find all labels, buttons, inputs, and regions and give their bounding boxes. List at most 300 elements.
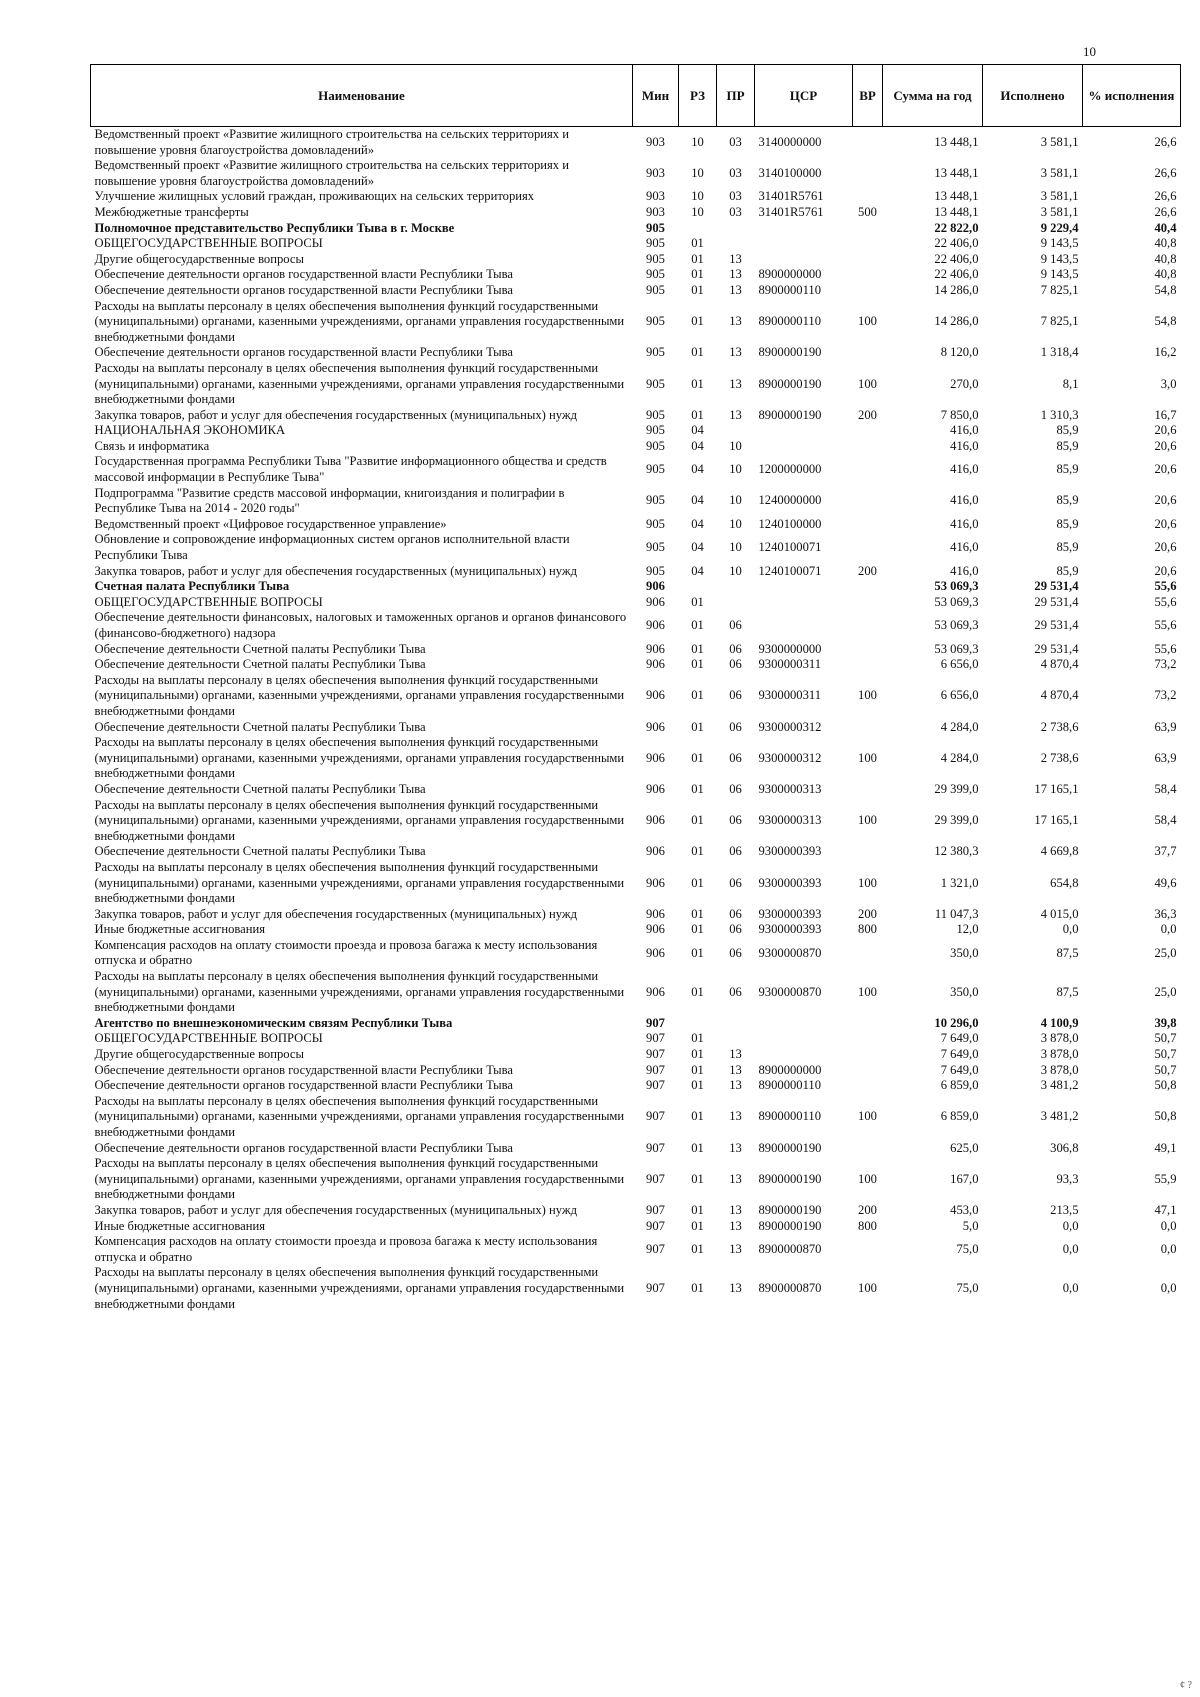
cell-pct: 0,0 [1160,1218,1177,1233]
cell-name: Обеспечение деятельности финансовых, налоговых и таможенных органов и органов финансового (финансово-бюджетного) надзора [94,610,627,640]
cell-csr: 8900000000 [758,1062,822,1077]
table-row [91,1031,1181,1047]
cell-pct: 20,6 [1154,493,1177,508]
cell-rz [679,221,717,237]
table-row [91,1156,1181,1203]
cell-pr: 06 [729,813,742,828]
cell-rz: 10 [691,189,704,204]
cell-vr [853,439,883,455]
table-row [91,969,1181,1016]
cell-rz: 04 [691,540,704,555]
cell-csr [755,1016,853,1032]
cell-csr [755,579,853,595]
cell-name: Обеспечение деятельности органов государственной власти Республики Тыва [94,345,513,360]
cell-pct: 63,9 [1154,750,1177,765]
header-rz: РЗ [679,65,717,127]
cell-csr: 9300000393 [758,906,822,921]
cell-name: Другие общегосударственные вопросы [94,1047,304,1062]
cell-sum: 453,0 [950,1202,979,1217]
cell-vr: 100 [858,1171,877,1186]
cell-done: 0,0 [1062,1218,1079,1233]
cell-min: 907 [646,1202,665,1217]
cell-name: Улучшение жилищных условий граждан, проживающих на сельских территориях [94,189,535,204]
cell-vr [853,1031,883,1047]
cell-done: 9 143,5 [1040,251,1079,266]
cell-csr: 8900000190 [758,1171,822,1186]
cell-min: 906 [646,984,665,999]
cell-pct: 0,0 [1160,922,1177,937]
cell-min: 906 [646,719,665,734]
cell-vr [853,1078,883,1094]
cell-pct: 20,6 [1154,540,1177,555]
cell-rz: 01 [691,1047,704,1062]
cell-csr: 8900000190 [758,1202,822,1217]
table-row [91,189,1181,205]
cell-pr: 13 [729,345,742,360]
cell-rz: 01 [691,267,704,282]
cell-csr: 1240100071 [758,540,822,555]
cell-done: 654,8 [1050,875,1079,890]
table-row [91,408,1181,424]
cell-pr: 03 [729,189,742,204]
cell-name: Обеспечение деятельности Счетной палаты Республики Тыва [94,657,426,672]
cell-name: Обеспечение деятельности Счетной палаты Республики Тыва [94,844,426,859]
header-done: Исполнено [983,65,1083,127]
cell-sum: 167,0 [950,1171,979,1186]
cell-sum: 12 380,3 [934,844,979,859]
cell-name: Расходы на выплаты персоналу в целях обеспечения выполнения функций государственными (муниципальными) органами, казенными учреждениями, органами управления государственными внебюджетными фондами [94,1093,625,1139]
cell-name: ОБЩЕГОСУДАРСТВЕННЫЕ ВОПРОСЫ [94,1031,323,1046]
cell-pct: 55,6 [1154,594,1177,609]
cell-pr: 13 [729,1047,742,1062]
cell-vr [853,236,883,252]
table-row [91,439,1181,455]
cell-rz: 01 [691,1241,704,1256]
cell-pr: 06 [729,641,742,656]
cell-rz: 01 [691,813,704,828]
cell-pct: 3,0 [1160,376,1177,391]
cell-rz: 01 [691,781,704,796]
cell-rz: 01 [691,594,704,609]
cell-sum: 13 448,1 [934,189,979,204]
cell-vr: 100 [858,688,877,703]
table-row [91,423,1181,439]
cell-pct: 55,6 [1154,618,1177,633]
cell-rz: 01 [691,1078,704,1093]
cell-min: 906 [646,813,665,828]
cell-min: 906 [646,618,665,633]
table-header [91,65,1181,127]
cell-csr: 8900000110 [758,314,822,329]
cell-vr [853,1063,883,1079]
cell-pr: 13 [729,1202,742,1217]
cell-vr [853,1234,883,1265]
cell-pr: 06 [729,945,742,960]
cell-min: 906 [646,579,665,594]
cell-csr: 8900000110 [758,1078,822,1093]
cell-rz: 01 [691,688,704,703]
cell-vr [853,782,883,798]
cell-rz: 01 [691,407,704,422]
table-row [91,860,1181,907]
cell-sum: 22 406,0 [934,267,979,282]
cell-done: 3 878,0 [1040,1047,1079,1062]
cell-name: Компенсация расходов на оплату стоимости проезда и провоза багажа к месту использования отпуска и обратно [94,1234,598,1264]
cell-sum: 22 822,0 [934,220,979,235]
cell-name: ОБЩЕГОСУДАРСТВЕННЫЕ ВОПРОСЫ [94,594,323,609]
table-row [91,1141,1181,1157]
cell-min: 905 [646,251,665,266]
cell-csr: 9300000311 [758,657,822,672]
cell-name: Иные бюджетные ассигнования [94,922,266,937]
cell-sum: 416,0 [950,493,979,508]
cell-pr: 06 [729,618,742,633]
cell-name: Закупка товаров, работ и услуг для обеспечения государственных (муниципальных) нужд [94,563,577,578]
cell-rz: 01 [691,719,704,734]
cell-vr: 100 [858,984,877,999]
cell-vr [853,1016,883,1032]
table-row [91,1203,1181,1219]
cell-min: 906 [646,688,665,703]
cell-vr [853,844,883,860]
cell-csr: 8900000000 [758,267,822,282]
cell-pr: 03 [729,204,742,219]
cell-min: 906 [646,844,665,859]
cell-pct: 73,2 [1154,657,1177,672]
cell-csr: 9300000313 [758,813,822,828]
cell-csr: 9300000313 [758,781,822,796]
table-row [91,454,1181,485]
cell-vr [853,189,883,205]
cell-rz: 01 [691,945,704,960]
header-pr: ПР [717,65,755,127]
cell-pr: 06 [729,781,742,796]
cell-csr: 8900000110 [758,1109,822,1124]
cell-pr: 13 [729,1171,742,1186]
cell-pct: 58,4 [1154,813,1177,828]
cell-pr: 13 [729,282,742,297]
table-row [91,844,1181,860]
cell-sum: 29 399,0 [934,813,979,828]
cell-pct: 25,0 [1154,945,1177,960]
cell-done: 3 481,2 [1040,1109,1079,1124]
cell-pr [717,595,755,611]
cell-rz: 04 [691,516,704,531]
cell-min: 905 [646,540,665,555]
cell-pct: 40,8 [1154,251,1177,266]
cell-vr: 100 [858,813,877,828]
cell-sum: 22 406,0 [934,251,979,266]
cell-rz: 01 [691,906,704,921]
cell-done: 3 581,1 [1040,134,1079,149]
cell-sum: 11 047,3 [934,906,979,921]
cell-pct: 0,0 [1160,1241,1177,1256]
cell-csr: 9300000870 [758,945,822,960]
cell-csr: 1240100071 [758,563,822,578]
cell-pct: 73,2 [1154,688,1177,703]
table-row [91,221,1181,237]
cell-pct: 16,7 [1154,407,1177,422]
table-row [91,610,1181,641]
cell-done: 87,5 [1056,984,1079,999]
cell-pr: 06 [729,875,742,890]
cell-name: Ведомственный проект «Цифровое государственное управление» [94,516,447,531]
cell-sum: 5,0 [962,1218,979,1233]
cell-min: 907 [646,1140,665,1155]
cell-done: 3 481,2 [1040,1078,1079,1093]
cell-csr [755,439,853,455]
cell-done: 9 143,5 [1040,236,1079,251]
cell-vr: 100 [858,750,877,765]
cell-done: 0,0 [1062,1241,1079,1256]
cell-csr: 31401R5761 [758,189,824,204]
cell-done: 1 318,4 [1040,345,1079,360]
cell-min: 907 [646,1015,665,1030]
cell-name: Обновление и сопровождение информационных систем органов исполнительной власти Республики Тыва [94,532,570,563]
cell-sum: 350,0 [950,945,979,960]
table-row [91,1234,1181,1265]
table-row [91,1094,1181,1141]
table-row [91,798,1181,845]
cell-vr: 100 [858,1109,877,1124]
table-row [91,735,1181,782]
cell-csr: 9300000393 [758,875,822,890]
cell-csr: 8900000190 [758,1218,822,1233]
cell-vr [853,127,883,159]
cell-pct: 50,8 [1154,1078,1177,1093]
table-row [91,1078,1181,1094]
page-number: 10 [1083,44,1096,59]
cell-pct: 50,8 [1154,1109,1177,1124]
cell-sum: 22 406,0 [934,236,979,251]
cell-pct: 55,6 [1154,579,1177,594]
cell-sum: 4 284,0 [940,719,979,734]
cell-pct: 54,8 [1154,314,1177,329]
cell-min: 905 [646,563,665,578]
table-row [91,938,1181,969]
cell-vr [853,158,883,189]
cell-min: 905 [646,345,665,360]
cell-sum: 1 321,0 [940,875,979,890]
cell-rz [679,579,717,595]
cell-pct: 63,9 [1154,719,1177,734]
cell-min: 906 [646,750,665,765]
cell-sum: 14 286,0 [934,314,979,329]
cell-pct: 40,4 [1154,220,1177,235]
table-row [91,299,1181,346]
cell-min: 907 [646,1047,665,1062]
cell-csr: 8900000870 [758,1280,822,1295]
cell-vr: 200 [858,563,877,578]
cell-name: Государственная программа Республики Тыва "Развитие информационного общества и средств массовой информации в Республике Тыва" [94,454,607,485]
cell-pr: 13 [729,376,742,391]
table-row [91,345,1181,361]
cell-name: Ведомственный проект «Развитие жилищного строительства на сельских территориях и повышение уровня благоустройства домовладений» [94,158,569,188]
cell-min: 907 [646,1218,665,1233]
cell-pct: 25,0 [1154,984,1177,999]
cell-min: 907 [646,1078,665,1093]
cell-rz: 01 [691,984,704,999]
cell-pr: 13 [729,1241,742,1256]
cell-pct: 20,6 [1154,462,1177,477]
table-row [91,657,1181,673]
cell-vr [853,642,883,658]
cell-name: Расходы на выплаты персоналу в целях обеспечения выполнения функций государственными (муниципальными) органами, казенными учреждениями, органами управления государственными внебюджетными фондами [94,1156,625,1202]
cell-rz [679,1016,717,1032]
cell-pr: 13 [729,1062,742,1077]
cell-pct: 20,6 [1154,438,1177,453]
cell-min: 903 [646,165,665,180]
cell-pct: 54,8 [1154,282,1177,297]
cell-sum: 53 069,3 [934,618,979,633]
cell-rz: 04 [691,462,704,477]
cell-done: 29 531,4 [1034,641,1079,656]
cell-pr [717,221,755,237]
cell-done: 17 165,1 [1034,813,1079,828]
cell-rz: 04 [691,563,704,578]
cell-csr: 9300000393 [758,844,822,859]
cell-name: Расходы на выплаты персоналу в целях обеспечения выполнения функций государственными (муниципальными) органами, казенными учреждениями, органами управления государственными внебюджетными фондами [94,735,625,781]
cell-pr: 06 [729,688,742,703]
cell-name: Счетная палата Республики Тыва [94,579,290,594]
cell-pr: 03 [729,134,742,149]
cell-csr: 3140000000 [758,134,822,149]
cell-sum: 416,0 [950,516,979,531]
table-row [91,1265,1181,1312]
cell-rz: 01 [691,345,704,360]
cell-vr: 100 [858,1280,877,1295]
cell-sum: 14 286,0 [934,282,979,297]
cell-vr [853,579,883,595]
cell-name: Расходы на выплаты персоналу в целях обеспечения выполнения функций государственными (муниципальными) органами, казенными учреждениями, органами управления государственными внебюджетными фондами [94,1265,625,1311]
cell-sum: 12,0 [956,922,979,937]
cell-vr: 100 [858,376,877,391]
cell-vr [853,486,883,517]
cell-min: 906 [646,922,665,937]
cell-vr [853,657,883,673]
table-row [91,532,1181,563]
cell-pct: 58,4 [1154,781,1177,796]
table-row [91,267,1181,283]
cell-min: 906 [646,594,665,609]
cell-sum: 75,0 [956,1241,979,1256]
cell-rz: 10 [691,134,704,149]
cell-min: 905 [646,493,665,508]
cell-csr: 8900000190 [758,1140,822,1155]
cell-done: 8,1 [1062,376,1079,391]
cell-vr: 800 [858,1218,877,1233]
cell-sum: 7 649,0 [940,1047,979,1062]
cell-csr [755,423,853,439]
cell-csr [755,221,853,237]
cell-vr: 100 [858,314,877,329]
cell-name: Обеспечение деятельности Счетной палаты Республики Тыва [94,641,426,656]
cell-min: 906 [646,906,665,921]
cell-rz: 01 [691,1031,704,1046]
cell-min: 905 [646,236,665,251]
cell-pct: 55,9 [1154,1171,1177,1186]
cell-done: 9 143,5 [1040,267,1079,282]
cell-rz: 10 [691,165,704,180]
cell-csr: 31401R5761 [758,204,824,219]
cell-done: 4 870,4 [1040,657,1079,672]
cell-done: 85,9 [1056,462,1079,477]
cell-rz: 01 [691,641,704,656]
cell-name: Закупка товаров, работ и услуг для обеспечения государственных (муниципальных) нужд [94,1202,577,1217]
cell-rz: 01 [691,1062,704,1077]
cell-csr: 9300000393 [758,922,822,937]
cell-name: Расходы на выплаты персоналу в целях обеспечения выполнения функций государственными (муниципальными) органами, казенными учреждениями, органами управления государственными внебюджетными фондами [94,360,625,407]
cell-sum: 416,0 [950,462,979,477]
cell-csr: 8900000190 [758,407,822,422]
cell-sum: 625,0 [950,1140,979,1155]
cell-rz: 01 [691,1280,704,1295]
cell-rz: 01 [691,1109,704,1124]
cell-done: 1 310,3 [1040,407,1079,422]
cell-pr: 13 [729,1109,742,1124]
cell-vr [853,517,883,533]
cell-sum: 75,0 [956,1280,979,1295]
cell-pct: 55,6 [1154,641,1177,656]
cell-done: 85,9 [1056,493,1079,508]
cell-name: Компенсация расходов на оплату стоимости проезда и провоза багажа к месту использования отпуска и обратно [94,937,598,968]
cell-csr [755,1031,853,1047]
cell-csr: 3140100000 [758,165,822,180]
cell-done: 3 581,1 [1040,204,1079,219]
cell-vr [853,595,883,611]
cell-vr [853,454,883,485]
cell-sum: 13 448,1 [934,134,979,149]
cell-pct: 26,6 [1154,134,1177,149]
cell-pct: 50,7 [1154,1062,1177,1077]
cell-min: 905 [646,462,665,477]
cell-name: Обеспечение деятельности органов государственной власти Республики Тыва [94,1078,513,1093]
cell-sum: 29 399,0 [934,781,979,796]
cell-rz: 01 [691,922,704,937]
cell-name: Иные бюджетные ассигнования [94,1218,266,1233]
cell-name: Обеспечение деятельности Счетной палаты Республики Тыва [94,781,426,796]
cell-pct: 39,8 [1154,1015,1177,1030]
cell-done: 3 878,0 [1040,1031,1079,1046]
cell-done: 17 165,1 [1034,781,1079,796]
cell-rz: 01 [691,750,704,765]
cell-csr: 8900000190 [758,345,822,360]
cell-pr: 06 [729,922,742,937]
cell-name: Обеспечение деятельности Счетной палаты Республики Тыва [94,719,426,734]
cell-sum: 416,0 [950,423,979,438]
cell-sum: 416,0 [950,438,979,453]
cell-pct: 20,6 [1154,516,1177,531]
cell-pct: 50,7 [1154,1047,1177,1062]
cell-sum: 6 656,0 [940,688,979,703]
table-row [91,673,1181,720]
cell-pr [717,1031,755,1047]
cell-pr: 03 [729,165,742,180]
cell-sum: 350,0 [950,984,979,999]
table-row [91,907,1181,923]
cell-min: 907 [646,1062,665,1077]
cell-min: 906 [646,945,665,960]
corner-mark: ¢ ? [1180,1680,1192,1691]
header-name: Наименование [91,65,633,127]
cell-pct: 26,6 [1154,165,1177,180]
cell-pct: 49,1 [1154,1140,1177,1155]
cell-min: 905 [646,438,665,453]
cell-pct: 49,6 [1154,875,1177,890]
cell-name: Расходы на выплаты персоналу в целях обеспечения выполнения функций государственными (муниципальными) органами, казенными учреждениями, органами управления государственными внебюджетными фондами [94,969,625,1015]
cell-min: 903 [646,134,665,149]
cell-vr [853,1047,883,1063]
